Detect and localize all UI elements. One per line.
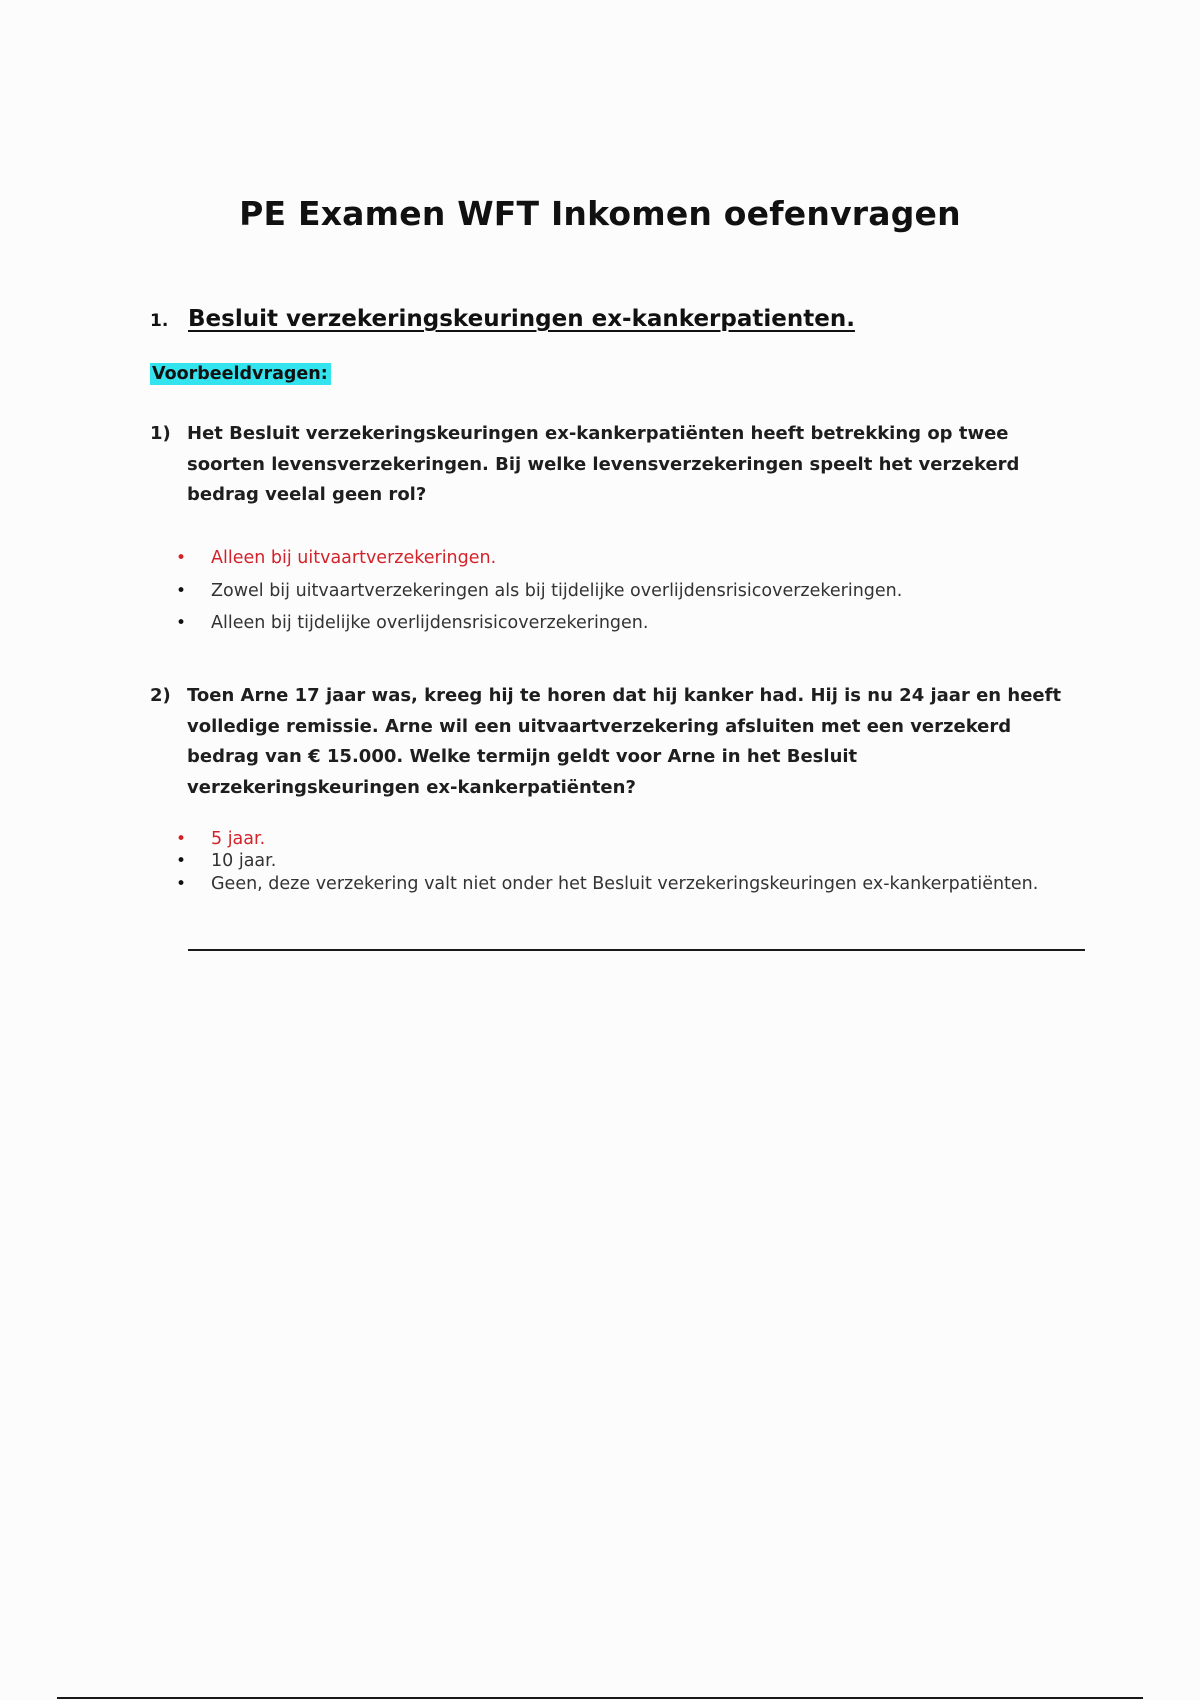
- bullet-icon: •: [176, 548, 187, 568]
- question-1: [150, 419, 1080, 511]
- answer-option: [176, 545, 1116, 578]
- section-number: 1.: [150, 311, 169, 331]
- answer-option: [176, 578, 1116, 611]
- answer-text: Alleen bij tijdelijke overlijdensrisicoverzekeringen.: [211, 613, 649, 633]
- question-text: Het Besluit verzekeringskeuringen ex-kankerpatiënten heeft betrekking op twee soorten levensverzekeringen. Bij welke levensverzekeringen speelt het verzekerd bedrag veelal geen rol?: [187, 423, 1020, 505]
- answer-text: Geen, deze verzekering valt niet onder het Besluit verzekeringskeuringen ex-kankerpatiënten.: [211, 874, 1039, 894]
- answer-list-2: [176, 828, 1116, 896]
- section-divider: [188, 949, 1085, 951]
- question-number: 2): [150, 685, 171, 706]
- examples-label: Voorbeeldvragen:: [150, 363, 331, 385]
- answer-text: Zowel bij uitvaartverzekeringen als bij tijdelijke overlijdensrisicoverzekeringen.: [211, 580, 903, 601]
- bullet-icon: •: [176, 613, 187, 633]
- question-2: [150, 681, 1080, 803]
- answer-text: Alleen bij uitvaartverzekeringen.: [211, 548, 497, 568]
- answer-text: 10 jaar.: [211, 851, 277, 871]
- bullet-icon: •: [176, 580, 187, 601]
- question-number: 1): [150, 423, 171, 444]
- answer-list-1: [176, 545, 1116, 643]
- bullet-icon: •: [176, 851, 187, 871]
- answer-option: [176, 873, 1116, 896]
- answer-option: [176, 850, 1116, 873]
- answer-text: 5 jaar.: [211, 829, 266, 849]
- question-text: Toen Arne 17 jaar was, kreeg hij te horen dat hij kanker had. Hij is nu 24 jaar en heeft volledige remissie. Arne wil een uitvaartverzekering afsluiten met een verzekerd bedrag van € 15.000. Welke termijn geldt voor Arne in het Besluit verzekeringskeuringen ex-kankerpatiënten?: [187, 685, 1062, 798]
- answer-option: [176, 828, 1116, 850]
- bullet-icon: •: [176, 829, 187, 849]
- bullet-icon: •: [176, 874, 187, 894]
- answer-option: [176, 610, 1116, 643]
- section-heading: [150, 306, 855, 332]
- page-title: PE Examen WFT Inkomen oefenvragen: [239, 194, 961, 233]
- section-title: Besluit verzekeringskeuringen ex-kankerpatienten.: [188, 306, 855, 332]
- page-footer-rule: [57, 1697, 1143, 1699]
